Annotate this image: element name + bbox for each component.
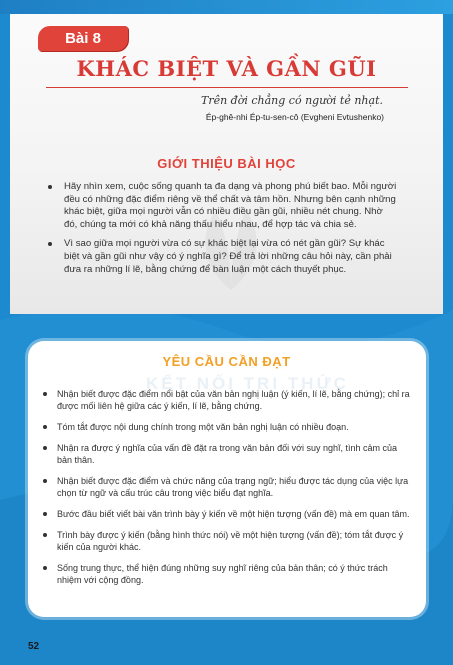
bullet-icon bbox=[43, 533, 47, 537]
bullet-icon bbox=[43, 512, 47, 516]
requirement-item bbox=[57, 508, 412, 520]
top-band bbox=[0, 0, 453, 14]
requirement-item bbox=[57, 388, 412, 412]
watermark: KẾT NỐI TRI THỨC bbox=[146, 374, 349, 393]
intro-heading: GIỚI THIỆU BÀI HỌC bbox=[157, 156, 296, 171]
requirement-item bbox=[57, 562, 412, 586]
lesson-badge: Bài 8 bbox=[38, 26, 128, 51]
bullet-icon bbox=[43, 392, 47, 396]
requirement-item bbox=[57, 421, 412, 433]
page-number: 52 bbox=[28, 641, 40, 652]
epigraph-quote: Trên đời chẳng có người tẻ nhạt. bbox=[201, 94, 383, 107]
lesson-title: KHÁC BIỆT VÀ GẦN GŨI bbox=[76, 56, 377, 81]
requirement-item bbox=[57, 475, 412, 499]
requirement-text: Trình bày được ý kiến (bằng hình thức nói) về một hiện tượng (vấn đề); tóm tắt được ý kiến của người khác. bbox=[57, 529, 404, 552]
bullet-icon bbox=[43, 479, 47, 483]
requirement-item bbox=[57, 529, 412, 553]
bullet-icon bbox=[43, 425, 47, 429]
intro-paragraph bbox=[64, 181, 397, 231]
requirement-text: Bước đầu biết viết bài văn trình bày ý kiến về một hiện tượng (vấn đề) mà em quan tâm. bbox=[57, 508, 410, 519]
requirement-text: Nhận ra được ý nghĩa của vấn đề đặt ra trong văn bản đối với suy nghĩ, tình cảm của bản thân. bbox=[57, 442, 398, 465]
intro-paragraph-text: Hãy nhìn xem, cuộc sống quanh ta đa dạng và phong phú biết bao. Mỗi người đều có những đặc điểm riêng về thể chất và tâm hồn. Nhưng bên cạnh những khác biệt, giữa mọi người vẫn có nhiều điều gần gũi, nhiều nét chung. Nhờ đó, chúng ta mới có khả năng thấu hiểu nhau, để hợp tác và chia sẻ. bbox=[64, 181, 397, 230]
bullet-icon bbox=[43, 566, 47, 570]
bullet-icon bbox=[43, 446, 47, 450]
intro-paragraph bbox=[64, 238, 397, 276]
requirement-text: Tóm tắt được nội dung chính trong một văn bản nghị luận có nhiều đoạn. bbox=[57, 422, 349, 432]
requirement-item bbox=[57, 442, 412, 466]
requirement-text: Nhận biết được đặc điểm và chức năng của trạng ngữ; hiểu được tác dụng của việc lựa chọn từ ngữ và cấu trúc câu trong việc biểu đạt nghĩa. bbox=[57, 475, 409, 498]
requirements-heading: YÊU CẦU CẦN ĐẠT bbox=[162, 354, 291, 369]
title-underline bbox=[46, 87, 408, 88]
intro-list bbox=[64, 181, 397, 283]
requirement-text: Sống trung thực, thể hiện đúng những suy nghĩ riêng của bản thân; có ý thức trách nhiệm với cộng đồng. bbox=[57, 562, 388, 585]
epigraph-author: Ép-ghê-nhi Ép-tu-sen-cô (Evgheni Evtushenko) bbox=[205, 112, 384, 122]
requirement-text: Nhận biết được đặc điểm nổi bật của văn bản nghị luận (ý kiến, lí lẽ, bằng chứng); chỉ ra được mối liên hệ giữa các ý kiến, lí lẽ, bằng chứng. bbox=[57, 389, 410, 412]
requirements-list bbox=[57, 388, 412, 595]
bullet-icon bbox=[48, 185, 52, 189]
intro-paragraph-text: Vì sao giữa mọi người vừa có sự khác biệt lại vừa có nét gần gũi? Sự khác biệt và gần gũi như vậy có ý nghĩa gì? Để trả lời những câu hỏi này, cần phải đưa ra những lí lẽ, bằng chứng để bàn luận một cách thuyết phục. bbox=[64, 238, 392, 275]
